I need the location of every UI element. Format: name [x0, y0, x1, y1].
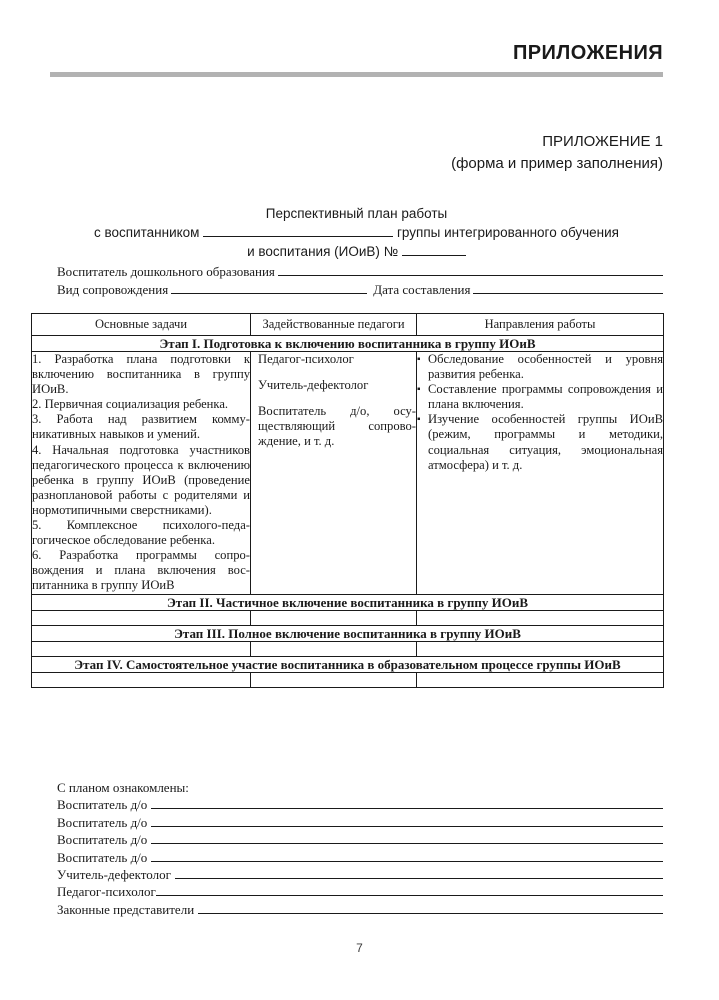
- stage-1-directions-cell: [417, 352, 664, 595]
- column-header-directions: Направления работы: [417, 314, 664, 336]
- field-label-teacher: Воспитатель дошкольного образования: [57, 264, 275, 279]
- signoff-row: [57, 814, 663, 831]
- signoff-blank[interactable]: [198, 902, 663, 914]
- stage-4-tasks-cell[interactable]: [32, 672, 251, 687]
- signoff-label: Законные представители: [57, 901, 195, 917]
- plan-table: [31, 313, 664, 688]
- stage-1-tasks-cell: [32, 352, 251, 595]
- column-header-tasks: Основные задачи: [32, 314, 251, 336]
- field-row-support: [57, 281, 663, 299]
- appendix-subtitle: (форма и пример заполнения): [451, 155, 663, 172]
- stage-4-teachers-cell[interactable]: [251, 672, 417, 687]
- direction-item: ▪ Изучение особенностей группы ИОиВ (режим, программы и методики, социальная ситуация, эмоциональная атмосфера) и т. д.: [417, 412, 663, 472]
- stage-title-row: [32, 336, 664, 352]
- signoff-label: Воспитатель д/о: [57, 814, 148, 830]
- stage-content-row-4: [32, 672, 664, 687]
- page-number: 7: [356, 941, 363, 955]
- field-label-support-type: Вид сопровождения: [57, 281, 169, 297]
- document-title-line2-suffix: группы интегрированного обучения: [396, 225, 619, 240]
- signoff-label: Учитель-дефектолог: [57, 867, 171, 883]
- stage-title-row: [32, 594, 664, 610]
- field-blank-date[interactable]: [473, 281, 663, 293]
- teacher-item: Воспитатель д/о, осуществляющий сопровождение, и т. д.: [258, 404, 416, 449]
- appendix-heading: [50, 131, 663, 175]
- document-title-line1: Перспективный план работы: [265, 206, 448, 221]
- field-blank-support-type[interactable]: [171, 281, 367, 293]
- direction-item: ▪ Обследование особенностей и уровня развития ребенка.: [417, 352, 663, 382]
- direction-item: ▪ Составление программы сопровождения и плана включения.: [417, 382, 663, 412]
- signoff-row: [57, 883, 663, 900]
- stage-3-tasks-cell[interactable]: [32, 641, 251, 656]
- stage-content-row-2: [32, 610, 664, 625]
- signoff-row: [57, 866, 663, 883]
- stage-1-teachers-cell: [251, 352, 417, 595]
- document-title-line2-prefix: с воспитанником: [93, 225, 200, 240]
- stage-title-4: Этап IV. Самостоятельное участие воспитанника в образовательном процессе группы ИОиВ: [32, 656, 664, 672]
- group-number-blank[interactable]: [402, 242, 466, 256]
- task-item: 1. Разработка плана подготовки к включению воспитанника в группу ИОиВ.: [32, 352, 250, 397]
- table-header-row: [32, 314, 664, 336]
- stage-title-row: [32, 625, 664, 641]
- appendix-number: ПРИЛОЖЕНИЕ 1: [542, 133, 663, 150]
- signoff-blank[interactable]: [151, 832, 663, 844]
- stage-2-teachers-cell[interactable]: [251, 610, 417, 625]
- signoff-row: [57, 849, 663, 866]
- stage-title-row: [32, 656, 664, 672]
- task-item: 2. Первичная социализация ребенка.: [32, 397, 229, 412]
- signoff-row: [57, 831, 663, 848]
- document-title-line2: [50, 223, 663, 242]
- signoff-row: [57, 901, 663, 918]
- signoff-blank[interactable]: [151, 815, 663, 827]
- stage-title-3: Этап III. Полное включение воспитанника в группу ИОиВ: [32, 625, 664, 641]
- pupil-name-blank[interactable]: [203, 223, 393, 237]
- task-item: 5. Комплексное психолого-педагогическое обследование ребенка.: [32, 518, 250, 548]
- field-row-teacher: [57, 263, 663, 281]
- document-title: [50, 204, 663, 261]
- stage-2-tasks-cell[interactable]: [32, 610, 251, 625]
- stage-3-teachers-cell[interactable]: [251, 641, 417, 656]
- stage-2-directions-cell[interactable]: [417, 610, 664, 625]
- signoff-blank[interactable]: [151, 850, 663, 862]
- header-rule: [50, 72, 663, 77]
- stage-3-directions-cell[interactable]: [417, 641, 664, 656]
- signoff-blank[interactable]: [156, 884, 663, 896]
- directions-list: [417, 352, 663, 473]
- document-title-line3: [50, 242, 663, 261]
- stage-title-2: Этап II. Частичное включение воспитанника в группу ИОиВ: [32, 594, 664, 610]
- signoff-row: [57, 796, 663, 813]
- stage-content-row-3: [32, 641, 664, 656]
- teacher-item: Педагог-психолог: [258, 352, 354, 366]
- signoff-label: Воспитатель д/о: [57, 849, 148, 865]
- signoff-label: Воспитатель д/о: [57, 832, 148, 848]
- field-label-date: Дата составления: [373, 281, 471, 297]
- stage-4-directions-cell[interactable]: [417, 672, 664, 687]
- task-item: 3. Работа над развитием коммуникативных навыков и умений.: [32, 412, 250, 442]
- column-header-teachers: Задействованные педагоги: [251, 314, 417, 336]
- task-item: 6. Разработка программы сопровождения и плана включения воспитанника в группу ИОиВ: [32, 548, 250, 593]
- signoff-label: Воспитатель д/о: [57, 797, 148, 813]
- running-head: ПРИЛОЖЕНИЯ: [512, 42, 663, 64]
- teacher-item: Учитель-дефектолог: [258, 378, 369, 393]
- stage-title-1: Этап I. Подготовка к включению воспитанника в группу ИОиВ: [32, 336, 664, 352]
- signoff-blank[interactable]: [175, 867, 663, 879]
- stage-content-row-1: [32, 352, 664, 595]
- task-item: 4. Начальная подготовка участников педагогического процесса к включению ребенка в группу ИОиВ (проведение разноплановой работы с родителями и нормотипичными сверстниками).: [32, 442, 250, 517]
- field-blank-teacher[interactable]: [278, 264, 663, 276]
- document-title-line3-prefix: и воспитания (ИОиВ) №: [247, 244, 399, 259]
- signoff-blank[interactable]: [151, 797, 663, 809]
- signoff-block: [57, 779, 663, 918]
- signoff-intro: С планом ознакомлены:: [57, 780, 189, 795]
- signoff-label: Педагог-психолог: [57, 884, 156, 900]
- form-fields: [57, 263, 663, 298]
